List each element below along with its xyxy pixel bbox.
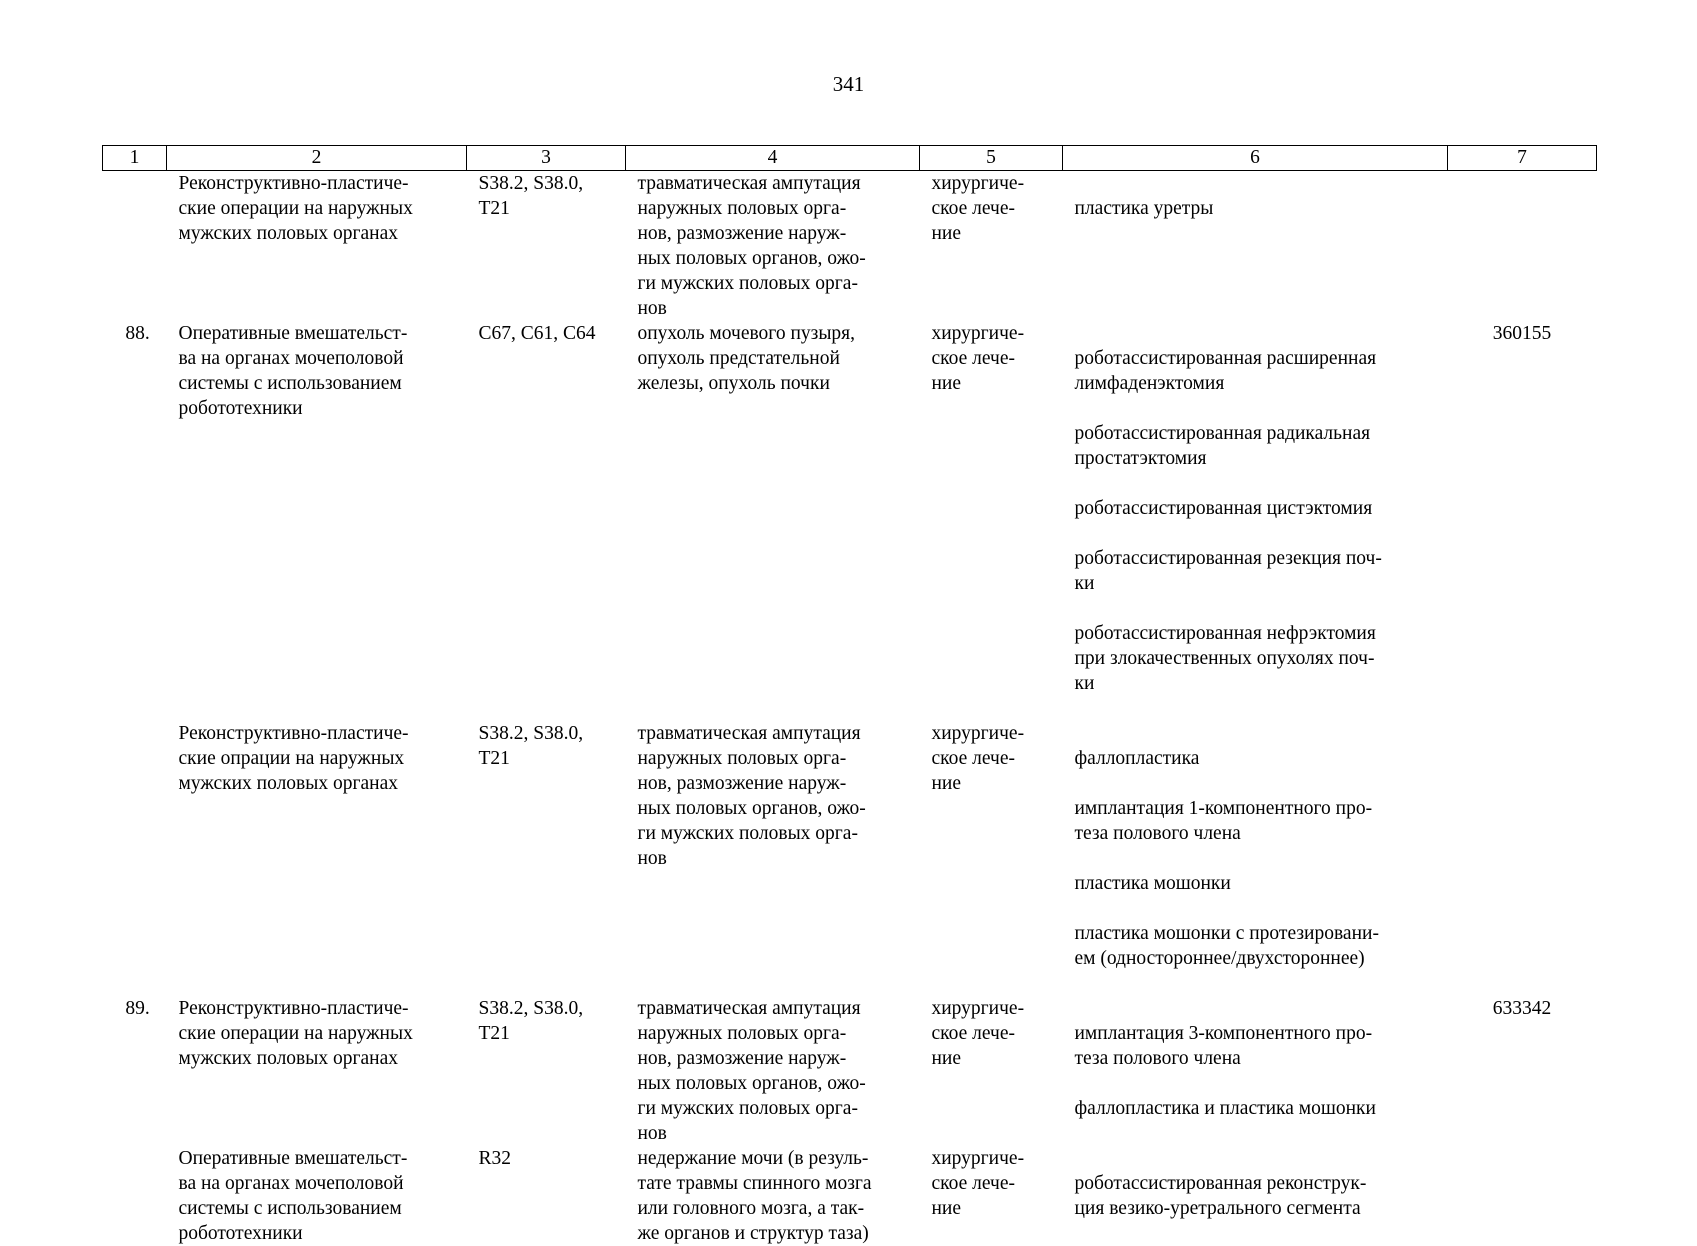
standard-cost (1448, 721, 1597, 996)
treatment-type: хирургиче- ское лече- ние (920, 721, 1063, 996)
standard-cost: 633342 (1448, 996, 1597, 1146)
diagnosis-codes: S38.2, S38.0, T21 (467, 171, 626, 322)
table-body (103, 171, 1597, 1246)
procedure-group: Оперативные вмешательст- ва на органах мочеполовой системы с использованием робототехники (167, 1146, 467, 1246)
treatment-type: хирургиче- ское лече- ние (920, 171, 1063, 322)
standard-cost (1448, 1146, 1597, 1246)
header-row (103, 146, 1597, 171)
method-item: пластика мошонки с протезировани- ем (одностороннее/двухстороннее) (1075, 921, 1438, 971)
procedures-table (102, 145, 1597, 1246)
method-item: роботассистированная нефрэктомия при злокачественных опухолях поч- ки (1075, 621, 1438, 696)
diagnosis-codes: S38.2, S38.0, T21 (467, 996, 626, 1146)
condition-model: недержание мочи (в резуль- тате травмы спинного мозга или головного мозга, а так- же органов и структур таза) (626, 1146, 920, 1246)
treatment-methods (1063, 996, 1448, 1146)
method-item: фаллопластика и пластика мошонки (1075, 1096, 1438, 1121)
header-col-4: 4 (626, 146, 920, 171)
header-col-1: 1 (103, 146, 167, 171)
method-item: роботассистированная цистэктомия (1075, 496, 1438, 521)
condition-model: травматическая ампутация наружных половых орга- нов, размозжение наруж- ных половых органов, ожо- ги мужских половых орга- нов (626, 721, 920, 996)
diagnosis-codes: C67, C61, C64 (467, 321, 626, 721)
treatment-methods (1063, 1146, 1448, 1246)
header-col-3: 3 (467, 146, 626, 171)
method-item: роботассистированная расширенная лимфаденэктомия (1075, 346, 1438, 396)
condition-model: опухоль мочевого пузыря, опухоль предстательной железы, опухоль почки (626, 321, 920, 721)
condition-model: травматическая ампутация наружных половых орга- нов, размозжение наруж- ных половых органов, ожо- ги мужских половых орга- нов (626, 996, 920, 1146)
procedure-group: Реконструктивно-пластиче- ские опрации на наружных мужских половых органах (167, 721, 467, 996)
condition-model: травматическая ампутация наружных половых орга- нов, размозжение наруж- ных половых органов, ожо- ги мужских половых орга- нов (626, 171, 920, 322)
row-number: 88. (103, 321, 167, 721)
treatment-methods (1063, 721, 1448, 996)
procedure-group: Реконструктивно-пластиче- ские операции на наружных мужских половых органах (167, 171, 467, 322)
table-row (103, 1146, 1597, 1246)
treatment-methods (1063, 171, 1448, 322)
table-row (103, 321, 1597, 721)
method-item: фаллопластика (1075, 746, 1438, 771)
method-item: имплантация 1-компонентного про- теза полового члена (1075, 796, 1438, 846)
treatment-type: хирургиче- ское лече- ние (920, 321, 1063, 721)
treatment-type: хирургиче- ское лече- ние (920, 996, 1063, 1146)
header-col-7: 7 (1448, 146, 1597, 171)
row-number (103, 721, 167, 996)
header-col-6: 6 (1063, 146, 1448, 171)
treatment-methods (1063, 321, 1448, 721)
procedure-group: Оперативные вмешательст- ва на органах мочеполовой системы с использованием робототехники (167, 321, 467, 721)
header-col-2: 2 (167, 146, 467, 171)
method-item: имплантация 3-компонентного про- теза полового члена (1075, 1021, 1438, 1071)
table-row (103, 171, 1597, 322)
table-row (103, 721, 1597, 996)
diagnosis-codes: S38.2, S38.0, T21 (467, 721, 626, 996)
row-number (103, 1146, 167, 1246)
row-number (103, 171, 167, 322)
page-number: 341 (0, 72, 1697, 96)
table-header (103, 146, 1597, 171)
standard-cost (1448, 171, 1597, 322)
method-item: пластика уретры (1075, 196, 1438, 221)
method-item: роботассистированная радикальная простатэктомия (1075, 421, 1438, 471)
method-item: пластика мошонки (1075, 871, 1438, 896)
treatment-type: хирургиче- ское лече- ние (920, 1146, 1063, 1246)
table-row (103, 996, 1597, 1146)
header-col-5: 5 (920, 146, 1063, 171)
row-number: 89. (103, 996, 167, 1146)
diagnosis-codes: R32 (467, 1146, 626, 1246)
method-item: роботассистированная резекция поч- ки (1075, 546, 1438, 596)
standard-cost: 360155 (1448, 321, 1597, 721)
procedure-group: Реконструктивно-пластиче- ские операции на наружных мужских половых органах (167, 996, 467, 1146)
method-item: роботассистированная реконструк- ция везико-уретрального сегмента (1075, 1171, 1438, 1221)
